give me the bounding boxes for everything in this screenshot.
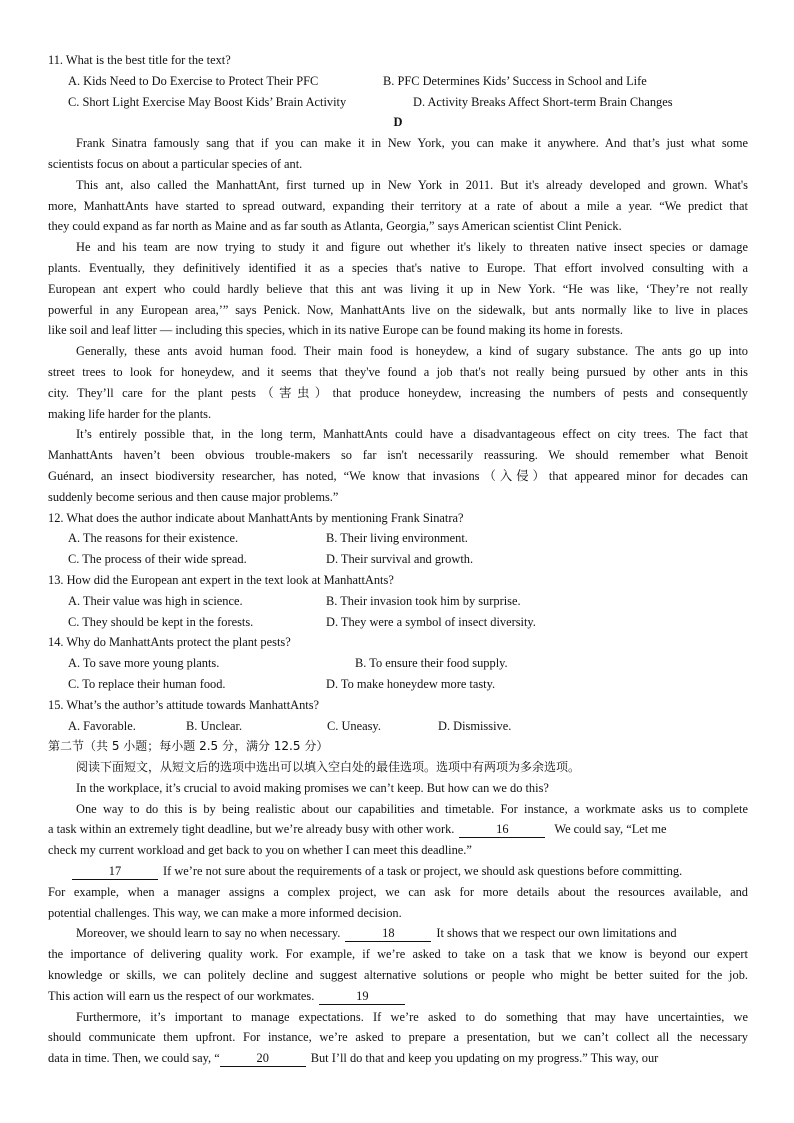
passage-line: plants. Eventually, they definitively identified it as a species that's native to Europe. That effort involved consulting with a <box>48 260 748 275</box>
exam-page <box>48 50 748 1069</box>
blank-17[interactable]: 17 <box>72 863 158 880</box>
q12-options-row1 <box>48 528 748 549</box>
q15-option-a: A. Favorable. <box>68 718 136 733</box>
passage-line: city. They’ll care for the plant pests（害虫）that produce honeydew, increasing the numbers of pests and consequently <box>48 385 748 400</box>
q11-option-a: A. Kids Need to Do Exercise to Protect Their PFC <box>68 73 319 88</box>
passage-line: Frank Sinatra famously sang that if you can make it in New York, you can make it anywhere. And that’s just what some <box>76 136 748 151</box>
passage2-line: Furthermore, it’s important to manage expectations. If we’re asked to do something that may have uncertainties, we <box>76 1009 748 1024</box>
passage2-line: check my current workload and get back to you on whether I can meet this deadline.” <box>48 843 472 858</box>
passage2-line: 17 If we’re not sure about the requirements of a task or project, we should ask questions before committing. <box>48 861 748 882</box>
passage2-line: the importance of delivering quality work. For example, if we’re asked to take on a task that we know is beyond our expert <box>48 947 748 962</box>
blank-16[interactable]: 16 <box>459 821 545 838</box>
passage2-line: In the workplace, it’s crucial to avoid making promises we can’t keep. But how can we do this? <box>76 780 549 795</box>
blank-20[interactable]: 20 <box>220 1050 306 1067</box>
passage2-line: should communicate them upfront. For instance, we’re asked to prepare a presentation, but we can’t collect all the necessary <box>48 1030 748 1045</box>
passage-line: powerful in any European area,’” says Penick. Now, ManhattAnts live on the sidewalk, but ants normally like to live in places <box>48 302 748 317</box>
passage2-line: For example, when a manager assigns a complex project, we can ask for more details about the resources available, and <box>48 884 748 899</box>
passage-line: ManhattAnts haven’t been obvious trouble-makers so far isn't necessarily reassuring. We should remember what Benoit <box>48 448 748 463</box>
passage2-line: One way to do this is by being realistic about our capabilities and timetable. For instance, a workmate asks us to complete <box>76 801 748 816</box>
q11-option-b: B. PFC Determines Kids’ Success in School and Life <box>383 73 647 88</box>
q12-stem: 12. What does the author indicate about ManhattAnts by mentioning Frank Sinatra? <box>48 510 464 525</box>
q13-option-a: A. Their value was high in science. <box>68 593 243 608</box>
blank-19[interactable]: 19 <box>319 988 405 1005</box>
q11-option-d: D. Activity Breaks Affect Short-term Brain Changes <box>413 94 673 109</box>
q15-option-c: C. Uneasy. <box>327 718 381 733</box>
passage-line: scientists focus on about a particular species of ant. <box>48 156 303 171</box>
passage2-line: a task within an extremely tight deadline, but we’re already busy with other work. 16 We could say, “Let me <box>48 822 667 837</box>
passage-line: Generally, these ants avoid human food. Their main food is honeydew, a kind of sugary substance. The ants go up into <box>76 344 748 359</box>
q13-options-row1 <box>48 591 748 612</box>
q11-options-row1 <box>48 71 748 92</box>
q11-stem: 11. What is the best title for the text? <box>48 53 231 67</box>
q12-option-b: B. Their living environment. <box>326 531 468 546</box>
passage-line: suddenly become serious and then cause major problems.” <box>48 489 339 504</box>
q15-option-d: D. Dismissive. <box>438 718 512 733</box>
passage2-line: This action will earn us the respect of our workmates. 19 <box>48 986 748 1007</box>
q14-options-row2 <box>48 674 748 695</box>
passage2-line: knowledge or skills, we can politely decline and suggest alternative solutions or people who might be better suited for the job. <box>48 968 748 983</box>
passage-line: European ant expert who could hardly believe that this ant was living it up in New York. “He was like, ‘They’re not really <box>48 281 748 296</box>
q12-option-a: A. The reasons for their existence. <box>68 531 239 546</box>
q12-option-d: D. Their survival and growth. <box>326 552 474 567</box>
q13-option-d: D. They were a symbol of insect diversity. <box>326 614 536 629</box>
q15-stem: 15. What’s the author’s attitude towards ManhattAnts? <box>48 697 320 712</box>
q11-option-c: C. Short Light Exercise May Boost Kids’ Brain Activity <box>68 94 347 109</box>
passage-line: like soil and leaf litter — including this species, which in its native Europe can be found making its home in forests. <box>48 323 624 338</box>
blank-18[interactable]: 18 <box>345 925 431 942</box>
q15-options <box>48 716 748 737</box>
q14-option-a: A. To save more young plants. <box>68 656 220 671</box>
part2-heading: 第二节（共 5 小题；每小题 2.5 分，满分 12.5 分） <box>48 739 329 754</box>
q12-option-c: C. The process of their wide spread. <box>68 552 247 567</box>
passage-line: street trees to look for honeydew, and it seems that they've found a job that's not really being pursued by other ants in this <box>48 364 748 379</box>
q13-option-c: C. They should be kept in the forests. <box>68 614 254 629</box>
q14-option-b: B. To ensure their food supply. <box>355 656 508 671</box>
passage-line: It’s entirely possible that, in the long term, ManhattAnts could have a disadvantageous effect on city trees. The fact that <box>76 427 748 442</box>
q13-options-row2 <box>48 612 748 633</box>
q14-stem: 14. Why do ManhattAnts protect the plant pests? <box>48 635 291 650</box>
passage-line: Guénard, an insect biodiversity researcher, has noted, “We know that invasions（入侵）that appeared minor for decades can <box>48 468 748 483</box>
q14-option-d: D. To make honeydew more tasty. <box>326 676 496 691</box>
q13-option-b: B. Their invasion took him by surprise. <box>326 593 521 608</box>
q15-option-b: B. Unclear. <box>186 718 243 733</box>
q13-stem: 13. How did the European ant expert in the text look at ManhattAnts? <box>48 572 394 587</box>
q11-options-row2 <box>48 92 748 113</box>
passage-line: they could expand as far north as Maine and as far south as Atlanta, Georgia,” says American scientist Clint Penick. <box>48 219 622 234</box>
passage-line: This ant, also called the ManhattAnt, first turned up in New York in 2011. But it's already developed and grown. What's <box>76 177 748 192</box>
passage-line: He and his team are now trying to study it and figure out whether it's likely to threaten native insect species or damage <box>76 240 748 255</box>
passage2-line: data in time. Then, we could say, “ 20 But I’ll do that and keep you updating on my progress.” This way, our <box>48 1051 659 1066</box>
section-letter: D <box>393 115 403 130</box>
q14-option-c: C. To replace their human food. <box>68 676 226 691</box>
q12-options-row2 <box>48 549 748 570</box>
passage-line: more, ManhattAnts have started to spread outward, expanding their territory at a rate of about a mile a year. “We predict that <box>48 198 748 213</box>
q14-options-row1 <box>48 653 748 674</box>
passage-line: making life harder for the plants. <box>48 406 212 421</box>
passage2-line: potential challenges. This way, we can make a more informed decision. <box>48 905 402 920</box>
part2-instruction: 阅读下面短文，从短文后的选项中选出可以填入空白处的最佳选项。选项中有两项为多余选项。 <box>76 760 581 775</box>
passage2-line: Moreover, we should learn to say no when necessary. 18 It shows that we respect our own limitations and <box>76 926 677 941</box>
